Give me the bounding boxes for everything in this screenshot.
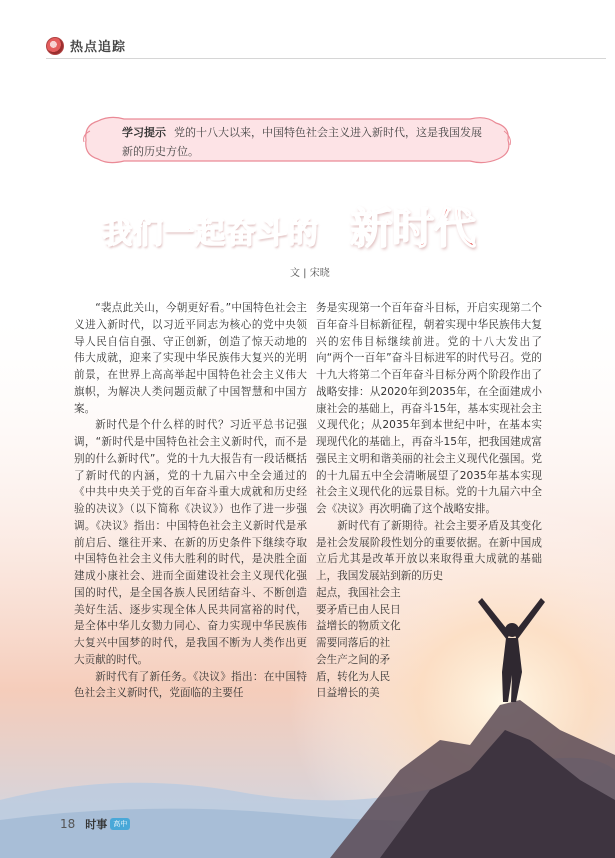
text-line: 起点，我国社会主 — [316, 586, 401, 599]
target-icon — [46, 37, 64, 55]
text-column-1 — [74, 300, 307, 702]
page-number: 18 — [60, 817, 76, 831]
author-byline: 文 | 宋晓 — [290, 268, 330, 279]
text-line: 要矛盾已由人民日 — [316, 603, 401, 616]
section-header — [46, 36, 126, 55]
text-line: 会生产之间的矛 — [316, 653, 391, 666]
tip-label: 学习提示 — [122, 126, 166, 139]
study-tip-box — [80, 115, 514, 165]
article-title — [102, 196, 522, 252]
paragraph: 务是实现第一个百年奋斗目标，开启实现第二个百年奋斗目标新征程，朝着实现中华民族伟大复兴的宏伟目标继续前进。党的十八大发出了向“两个一百年”奋斗目标进军的时代号召。党的十九大将第二个百年奋斗目标分两个阶段作出了战略安排：从2020年到2035年，在全面建成小康社会的基础上，再奋斗15年，基本实现社会主义现代化；从2035年到本世纪中叶，在基本实现现代化的基础上，再奋斗15年，把我国建成富强民主文明和谐美丽的社会主义现代化强国。党的十九届五中全会清晰展望了2035年基本实现社会主义现代化的远景目标。党的十九届六中全会《决议》再次明确了这个战略安排。 — [316, 302, 542, 515]
paragraph: 新时代有了新期待。社会主要矛盾及其变化是社会发展阶段性划分的重要依据。在新中国成立后尤其是改革开放以来取得重大成就的基础上，我国发展站到新的历史 — [316, 519, 542, 582]
magazine-badge: 高中 — [110, 818, 130, 830]
title-part-2: 新时代 — [350, 204, 477, 253]
paragraph: “裴点此关山，今朝更好看。”中国特色社会主义进入新时代，以习近平同志为核心的党中央领导人民自信自强、守正创新，创造了惊天动地的伟大成就，迎来了实现中华民族伟大复兴的光明前景，在世界上高高举起中国特色社会主义伟大旗帜，为解决人类问题贡献了中国智慧和中国方案。 — [74, 302, 307, 415]
text-line: 日益增长的美 — [316, 687, 380, 700]
title-part-1: 我们一起奋斗的 — [102, 216, 319, 251]
tip-text: 党的十八大以来，中国特色社会主义进入新时代，这是我国发展新的历史方位。 — [122, 126, 482, 158]
wrapped-text — [316, 585, 542, 702]
text-line: 需要同落后的社 — [316, 637, 391, 649]
text-line: 盾，转化为人民 — [316, 670, 391, 683]
paragraph: 新时代是个什么样的时代？习近平总书记强调，“新时代是中国特色社会主义新时代，而不是别的什么新时代”。党的十九大报告有一段话概括了新时代的内涵，党的十九届六中全会通过的《中共中央关于党的百年奋斗重大成就和历史经验的决议》（以下简称《决议》）也作了进一步强调。《决议》指出：中国特色社会主义新时代是承前启后、继往开来、在新的历史条件下继续夺取中国特色社会主义伟大胜利的时代，是决胜全面建成小康社会、进而全面建设社会主义现代化强国的时代，是全国各族人民团结奋斗、不断创造美好生活、逐步实现全体人民共同富裕的时代，是全体中华儿女勠力同心、奋力实现中华民族伟大复兴中国梦的时代，是我国不断为人类作出更大贡献的时代。 — [74, 419, 307, 666]
paragraph: 新时代有了新任务。《决议》指出：在中国特色社会主义新时代，党面临的主要任 — [74, 670, 307, 700]
page-footer — [60, 816, 130, 832]
text-line: 益增长的物质文化 — [316, 620, 401, 633]
magazine-name: 时事 — [85, 818, 108, 831]
header-divider — [46, 58, 606, 59]
section-label: 热点追踪 — [70, 40, 127, 55]
text-column-2 — [316, 300, 542, 702]
